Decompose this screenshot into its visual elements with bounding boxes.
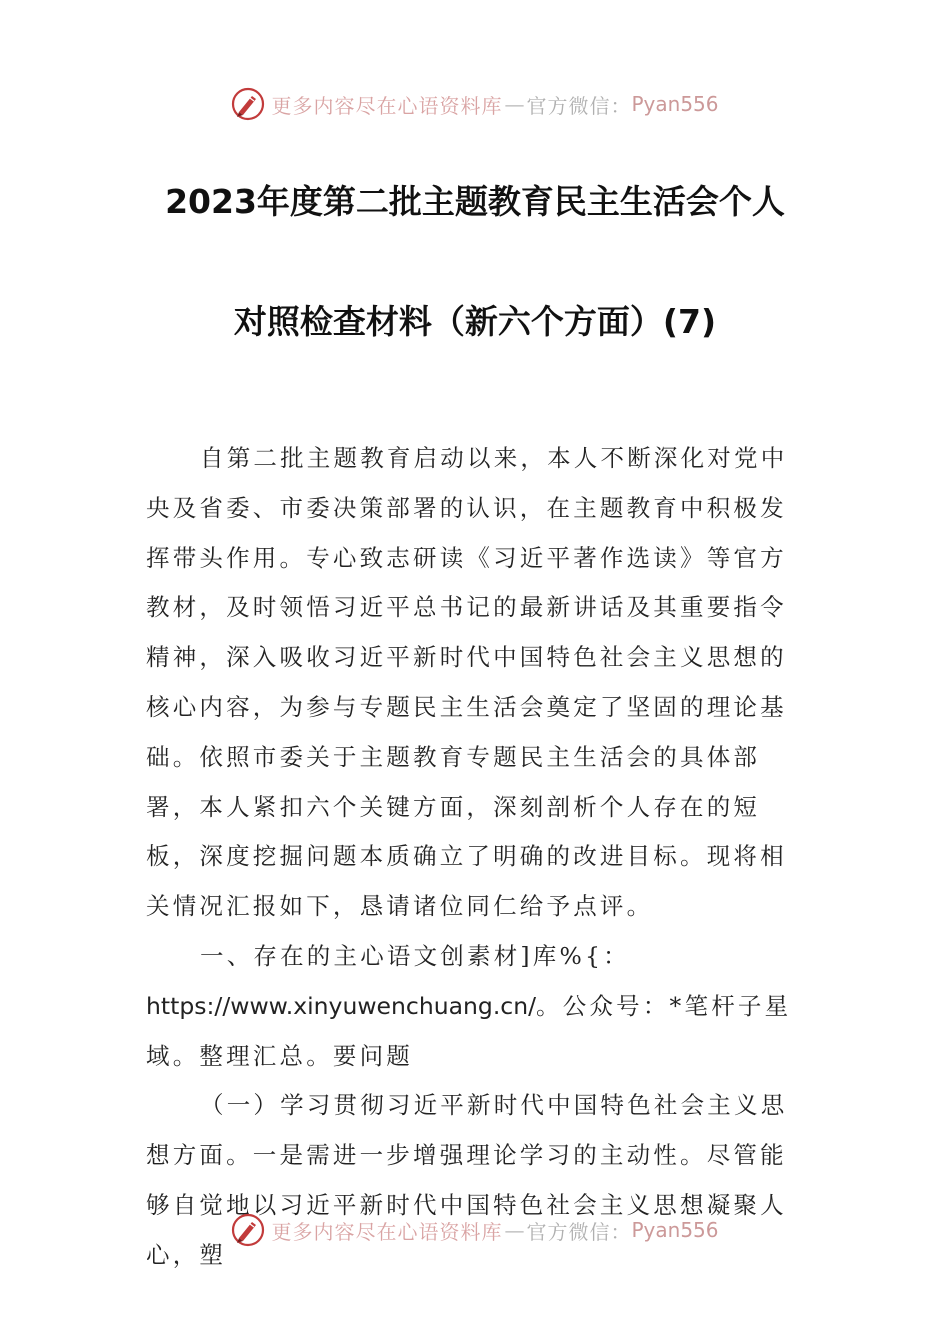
footer-separator: — — [504, 1218, 525, 1242]
header-brand: 更多内容尽在心语资料库 — [271, 93, 503, 118]
document-body — [146, 434, 806, 1281]
section-heading-text: 一、存在的主心语文创素材]库%{： — [200, 941, 630, 970]
header-wechat-label: 官方微信： — [526, 93, 632, 118]
paragraph-section-heading — [146, 932, 806, 1081]
paragraph-intro: 自第二批主题教育启动以来，本人不断深化对党中央及省委、市委决策部署的认识，在主题教育中积极发挥带头作用。专心致志研读《习近平著作选读》等官方教材，及时领悟习近平总书记的最新讲话及其重要指令精神，深入吸收习近平新时代中国特色社会主义思想的核心内容，为参与专题民主生活会奠定了坚固的理论基础。依照市委关于主题教育专题民主生活会的具体部署，本人紧扣六个关键方面，深刻剖析个人存在的短板，深度挖掘问题本质确立了明确的改进目标。现将相关情况汇报如下，恳请诸位同仁给予点评。 — [146, 444, 788, 921]
footer-wechat-label: 官方微信： — [526, 1219, 632, 1244]
pen-logo-icon — [231, 1213, 265, 1247]
pen-logo-icon — [231, 87, 265, 121]
doc-title-line1: 2023年度第二批主题教育民主生活会个人 — [165, 182, 785, 221]
footer-brand: 更多内容尽在心语资料库 — [271, 1219, 503, 1244]
header-banner — [0, 84, 950, 124]
section-heading-tail: 。公众号：*笔杆子星域。整理汇总。要问题 — [146, 991, 792, 1070]
doc-title-line2: 对照检查材料（新六个方面）(7) — [233, 302, 717, 341]
footer-banner — [0, 1210, 950, 1250]
header-wechat-id: Pyan556 — [631, 92, 719, 116]
paragraph-subsection-1: （一）学习贯彻习近平新时代中国特色社会主义思想方面。一是需进一步增强理论学习的主动性。尽管能够自觉地以习近平新时代中国特色社会主义思想凝聚人心，塑 — [146, 1091, 788, 1269]
header-separator: — — [504, 92, 525, 116]
footer-wechat-id: Pyan556 — [631, 1218, 719, 1242]
website-url: https://www.xinyuwenchuang.cn/ — [146, 991, 537, 1020]
